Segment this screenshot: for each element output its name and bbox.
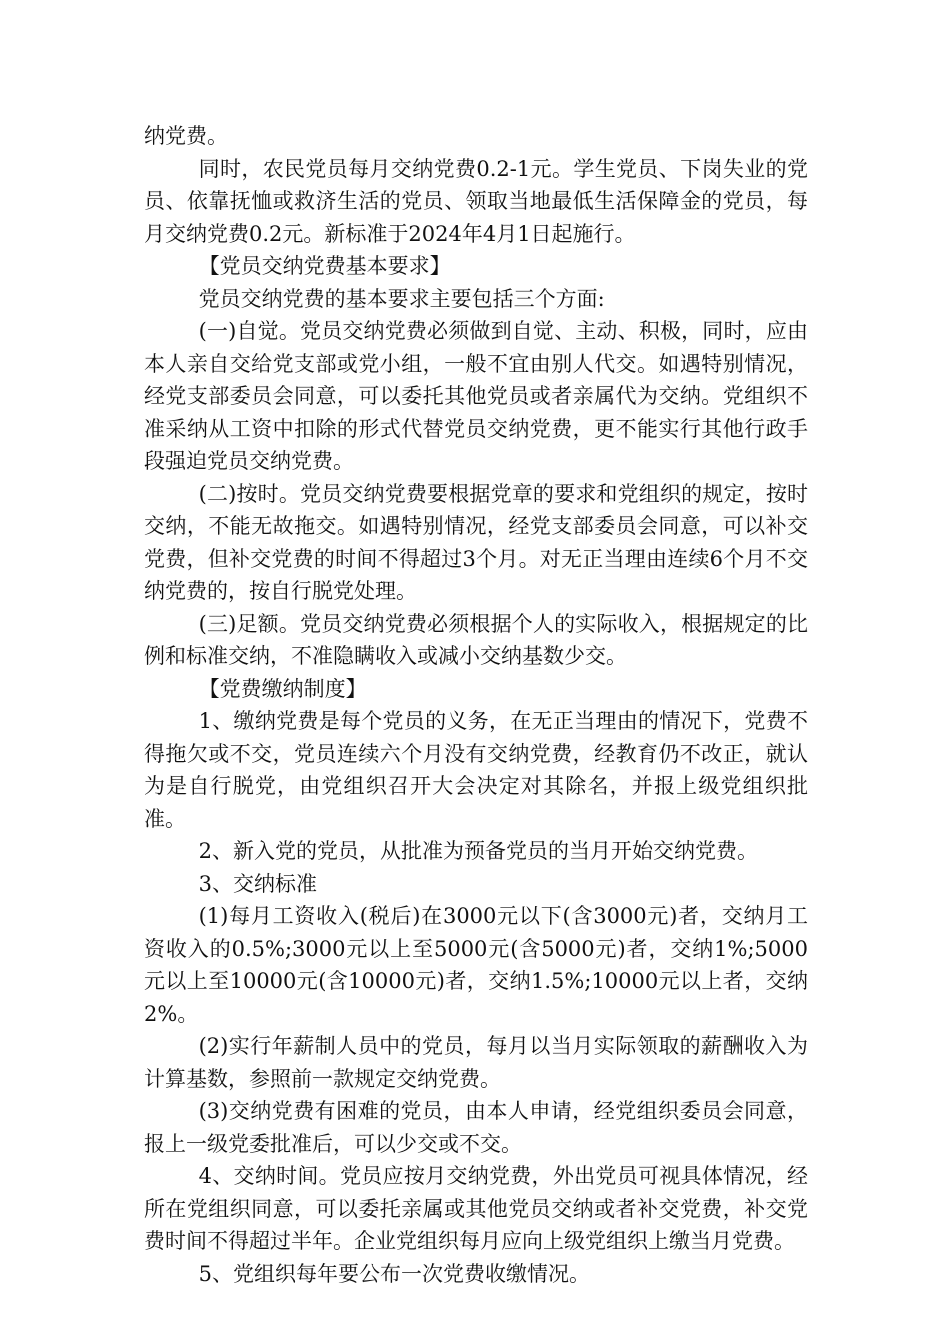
section-heading-basic-requirements: 【党员交纳党费基本要求】 bbox=[198, 254, 451, 278]
section-heading-payment-system: 【党费缴纳制度】 bbox=[198, 676, 367, 701]
paragraph-rule-3-standard-title: 3、交纳标准 bbox=[198, 871, 317, 896]
paragraph-requirement-timely: (二)按时。党员交纳党费要根据党章的要求和党组织的规定，按时交纳，不能无故拖交。如遇特别情况，经党支部委员会同意，可以补交党费，但补交党费的时间不得超过3个月。对无正当理由连续6个月不交纳党费的，按自行脱党处理。 bbox=[144, 481, 808, 603]
paragraph-rule-4-payment-time: 4、交纳时间。党员应按月交纳党费，外出党员可视具体情况，经所在党组织同意，可以委托亲属或其他党员交纳或者补交党费，补交党费时间不得超过半年。企业党组织每月应向上级党组织上缴当月党费。 bbox=[144, 1164, 808, 1253]
paragraph-rule-2-new-members: 2、新入党的党员，从批准为预备党员的当月开始交纳党费。 bbox=[198, 839, 758, 863]
paragraph-requirement-voluntary: (一)自觉。党员交纳党费必须做到自觉、主动、积极，同时，应由本人亲自交给党支部或党小组，一般不宜由别人代交。如遇特别情况，经党支部委员会同意，可以委托其他党员或者亲属代为交纳。党组织不准采纳从工资中扣除的形式代替党员交纳党费，更不能实行其他行政手段强迫党员交纳党费。 bbox=[144, 319, 808, 473]
paragraph-rule-1-obligation: 1、缴纳党费是每个党员的义务，在无正当理由的情况下，党费不得拖欠或不交，党员连续六个月没有交纳党费，经教育仍不改正，就认为是自行脱党，由党组织召开大会决定对其除名，并报上级党组织批准。 bbox=[144, 709, 808, 831]
paragraph-rule-5-disclosure: 5、党组织每年要公布一次党费收缴情况。 bbox=[198, 1261, 590, 1286]
paragraph-requirements-intro: 党员交纳党费的基本要求主要包括三个方面: bbox=[198, 286, 605, 311]
paragraph-rural-student-standard: 同时，农民党员每月交纳党费0.2-1元。学生党员、下岗失业的党员、依靠抚恤或救济生活的党员、领取当地最低生活保障金的党员，每月交纳党费0.2元。新标准于2024年4月1日起施行。 bbox=[144, 156, 808, 246]
paragraph-requirement-full-amount: (三)足额。党员交纳党费必须根据个人的实际收入，根据规定的比例和标准交纳，不准隐瞒收入或减小交纳基数少交。 bbox=[144, 611, 808, 668]
paragraph-standard-1-salary: (1)每月工资收入(税后)在3000元以下(含3000元)者，交纳月工资收入的0.5%;3000元以上至5000元(含5000元)者，交纳1%;5000元以上至10000元(含10000元)者，交纳1.5%;10000元以上者，交纳2%。 bbox=[144, 904, 808, 1026]
paragraph-standard-2-annual-salary: (2)实行年薪制人员中的党员，每月以当月实际领取的薪酬收入为计算基数，参照前一款规定交纳党费。 bbox=[144, 1034, 808, 1091]
paragraph-standard-3-hardship: (3)交纳党费有困难的党员，由本人申请，经党组织委员会同意，报上一级党委批准后，可以少交或不交。 bbox=[144, 1099, 808, 1156]
paragraph-continuation: 纳党费。 bbox=[144, 124, 228, 148]
document-body bbox=[144, 120, 808, 1290]
